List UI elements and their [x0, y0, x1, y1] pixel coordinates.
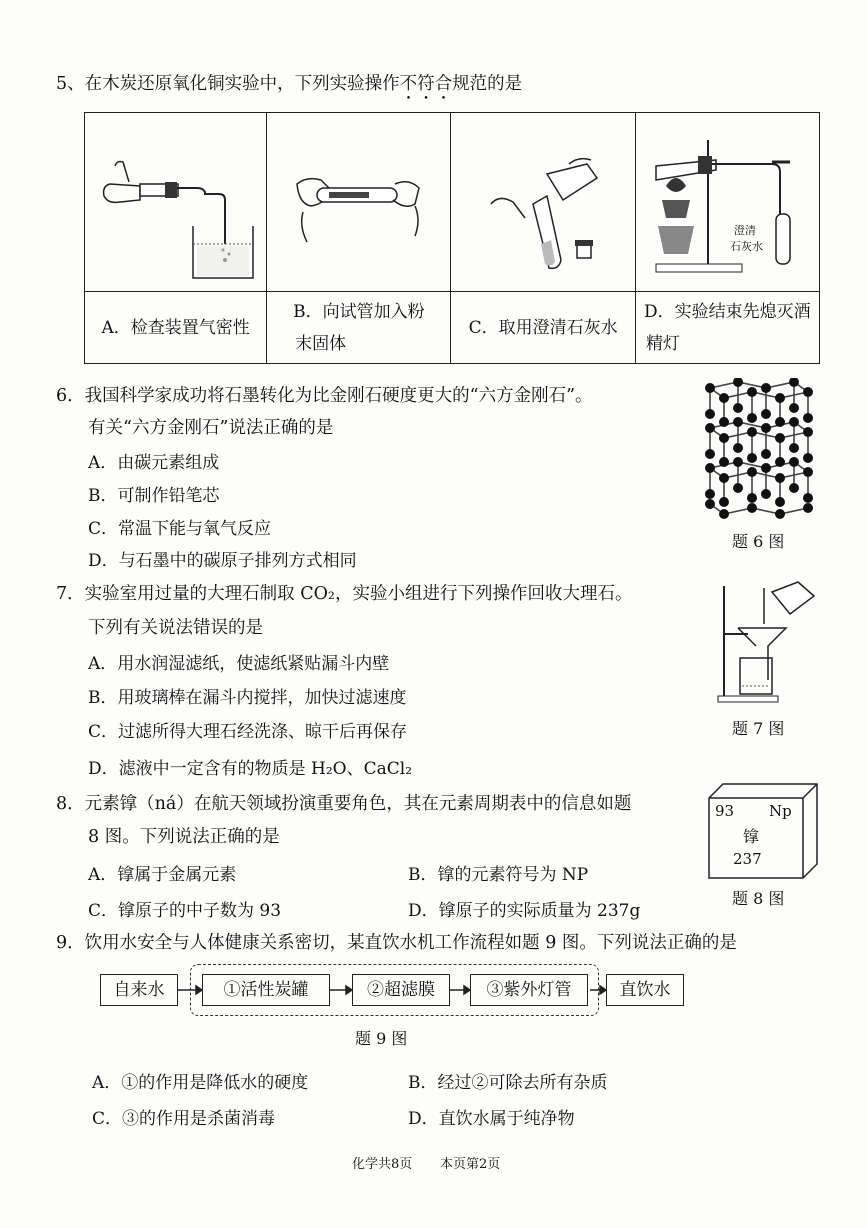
periodic-element-cell: [707, 782, 819, 880]
filtration-apparatus-image: [714, 578, 818, 706]
q5-option-b: B．向试管加入粉 末固体: [267, 292, 451, 364]
airtight-check-illustration: [85, 114, 265, 290]
q7-option-a: A．用水润湿滤纸，使滤纸紧贴漏斗内壁: [88, 654, 390, 674]
flow-step-carbon-tank: ①活性炭罐: [202, 974, 330, 1006]
flow-step-tap-water: 自来水: [100, 974, 178, 1006]
q8-option-c: C．镎原子的中子数为 93: [88, 901, 282, 921]
limewater-label-2: 石灰水: [729, 240, 763, 253]
q7-option-b: B．用玻璃棒在漏斗内搅拌，加快过滤速度: [88, 688, 407, 708]
q5-image-c: [451, 113, 635, 292]
q9-option-c: C．③的作用是杀菌消毒: [92, 1109, 276, 1129]
q6-option-c: C．常温下能与氧气反应: [88, 519, 272, 539]
q5-image-a: [85, 113, 267, 292]
q8-option-b: B．镎的元素符号为 NP: [408, 865, 589, 885]
flow-step-ultrafiltration: ②超滤膜: [352, 974, 450, 1006]
q5-stem: 5、在木炭还原氧化铜实验中，下列实验操作不符合规范的是: [56, 74, 523, 94]
q9-figure-caption: 题 9 图: [355, 1029, 408, 1048]
q5-options-table: [84, 112, 820, 364]
element-atomic-number: 93: [715, 802, 735, 820]
q9-stem: 9．饮用水安全与人体健康关系密切，某直饮水机工作流程如题 9 图。下列说法正确的是: [56, 933, 737, 953]
q8-option-d: D．镎原子的实际质量为 237g: [408, 901, 641, 921]
element-name: 镎: [743, 827, 760, 846]
q5-image-d: [635, 113, 819, 292]
q6-option-b: B．可制作铅笔芯: [88, 486, 220, 506]
q9-option-b: B．经过②可除去所有杂质: [408, 1073, 608, 1093]
q7-option-d: D．滤液中一定含有的物质是 H₂O、CaCl₂: [88, 759, 413, 779]
q7-option-c: C．过滤所得大理石经洗涤、晾干后再保存: [88, 722, 408, 742]
q9-option-d: D．直饮水属于纯净物: [408, 1109, 575, 1129]
element-symbol: Np: [769, 802, 792, 820]
element-atomic-mass: 237: [733, 850, 762, 868]
q9-option-a: A．①的作用是降低水的硬度: [92, 1073, 309, 1093]
q6-option-d: D．与石墨中的碳原子排列方式相同: [88, 551, 357, 571]
q6-stem-line1: 6．我国科学家成功将石墨转化为比金刚石硬度更大的“六方金刚石”。: [56, 386, 593, 406]
q6-stem-line2: 有关“六方金刚石”说法正确的是: [88, 418, 334, 438]
stop-heating-illustration: [636, 114, 818, 290]
q5-option-a: A．检查装置气密性: [85, 292, 267, 364]
q5-emphasis: 不符合: [399, 74, 453, 94]
flow-step-uv-lamp: ③紫外灯管: [470, 974, 588, 1006]
flow-step-direct-drinking-water: 直饮水: [606, 974, 684, 1006]
hexagonal-diamond-structure-image: [700, 378, 818, 526]
q5-option-d: D．实验结束先熄灭酒 精灯: [635, 292, 819, 364]
q8-stem-line1: 8．元素镎（ná）在航天领域扮演重要角色，其在元素周期表中的信息如题: [56, 794, 632, 814]
element-cell-frame: [707, 782, 819, 880]
q7-stem-line2: 下列有关说法错误的是: [88, 618, 263, 638]
q7-figure-caption: 题 7 图: [732, 719, 785, 738]
limewater-label-1: 澄清: [733, 224, 756, 237]
pour-limewater-illustration: [451, 114, 633, 290]
q5-option-c: C．取用澄清石灰水: [451, 292, 635, 364]
footer-total-pages: 化学共8页: [352, 1157, 413, 1172]
q5-image-b: [267, 113, 451, 292]
q8-stem-line2: 8 图。下列说法正确的是: [88, 827, 280, 847]
q7-stem-line1: 7．实验室用过量的大理石制取 CO₂，实验小组进行下列操作回收大理石。: [56, 584, 633, 604]
q6-option-a: A．由碳元素组成: [88, 453, 220, 473]
q8-figure-caption: 题 8 图: [732, 889, 785, 908]
powder-tube-illustration: [267, 114, 449, 290]
footer-page-number: 本页第2页: [440, 1157, 501, 1172]
q6-figure-caption: 题 6 图: [732, 532, 785, 551]
q8-option-a: A．镎属于金属元素: [88, 865, 237, 885]
